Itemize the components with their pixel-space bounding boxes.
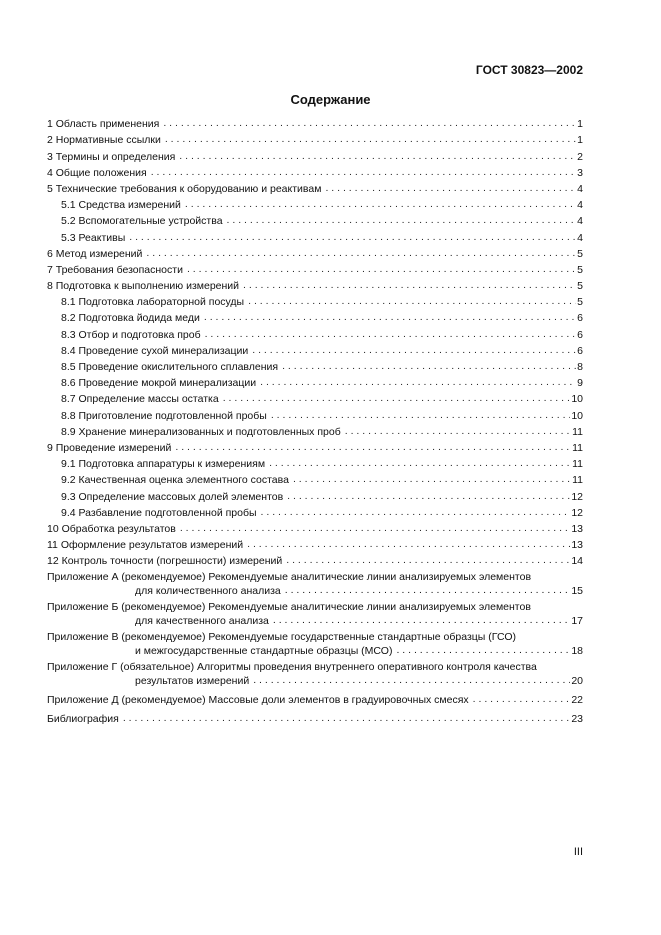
dot-leader [325,182,576,195]
dot-leader [252,344,576,357]
toc-entry-label: 5.1 Средства измерений [61,199,181,212]
toc-entry[interactable] [47,325,583,341]
toc-entry-label: 3 Термины и определения [47,150,176,163]
toc-entry-label: 9.2 Качественная оценка элементного состава [61,474,289,487]
toc-entry-page: 11 [572,441,583,454]
dot-leader [273,614,570,627]
toc-entry[interactable] [47,212,583,228]
dot-leader [248,295,576,308]
dot-leader [123,712,570,725]
toc-entry[interactable] [47,180,583,196]
appendix-subtitle: результатов измерений [135,675,250,688]
toc-entry-label: 8.6 Проведение мокрой минерализации [61,377,257,390]
dot-leader [227,214,577,227]
toc-entry-label: 8 Подготовка к выполнению измерений [47,280,240,293]
toc-entry-page: 4 [577,199,583,212]
toc-entry[interactable] [47,504,583,520]
toc-entry-page: 23 [571,712,583,725]
appendix-page: 15 [571,585,583,598]
dot-leader [253,674,570,687]
toc-entry[interactable] [47,520,583,536]
toc-entry[interactable] [47,147,583,163]
toc-entry-label: 10 Обработка результатов [47,522,176,535]
toc-entry[interactable] [47,293,583,309]
toc-entry-page: 6 [577,312,583,325]
table-of-contents [47,115,583,726]
appendix-subtitle: для количественного анализа [135,585,281,598]
toc-entry[interactable] [47,196,583,212]
toc-entry-page: 9 [577,377,583,390]
dot-leader [205,328,577,341]
toc-entry[interactable] [47,261,583,277]
dot-leader [247,538,570,551]
appendix-title: Приложение В (рекомендуемое) Рекомендуемые государственные стандартные образцы (ГСО) [47,631,516,644]
dot-leader [187,263,576,276]
toc-entry-page: 4 [577,215,583,228]
page-number: III [573,846,583,858]
toc-entry-page: 11 [572,458,583,471]
toc-entry[interactable] [47,439,583,455]
dot-leader [179,150,576,163]
dot-leader [285,584,571,597]
toc-entry[interactable] [47,487,583,503]
dot-leader [260,376,576,389]
toc-entry-label: 9.1 Подготовка аппаратуры к измерениям [61,458,266,471]
appendix-subtitle-line [47,584,583,598]
toc-title: Содержание [290,92,371,107]
dot-leader [261,506,571,519]
toc-entry-label: 5 Технические требования к оборудованию и реактивам [47,182,322,195]
appendix-subtitle: и межгосударственные стандартные образцы (МСО) [135,645,393,658]
toc-entry-page: 10 [571,393,583,406]
toc-entry[interactable] [47,691,583,707]
toc-entry-page: 4 [577,182,583,195]
appendix-subtitle-line [47,644,583,658]
appendix-title: Приложение Б (рекомендуемое) Рекомендуемые аналитические линии анализируемых элементов [47,601,531,614]
toc-entry[interactable] [47,536,583,552]
dot-leader [146,247,576,260]
toc-entry-page: 2 [577,150,583,163]
toc-entry-page: 6 [577,344,583,357]
toc-entry-label: 8.8 Приготовление подготовленной пробы [61,409,267,422]
toc-entry-label: 8.7 Определение массы остатка [61,393,219,406]
toc-entry-page: 12 [571,506,583,519]
appendix-entry[interactable] [47,661,583,688]
dot-leader [185,198,576,211]
toc-entry-page: 1 [577,118,583,131]
dot-leader [180,522,570,535]
appendix-entry[interactable] [47,631,583,658]
appendix-page: 20 [571,675,583,688]
toc-entry-page: 12 [571,490,583,503]
dot-leader [175,441,571,454]
appendix-title: Приложение Г (обязательное) Алгоритмы проведения внутреннего оперативного контроля качества [47,661,537,674]
dot-leader [243,279,576,292]
dot-leader [282,360,576,373]
toc-entry-label: 8.4 Проведение сухой минерализации [61,344,249,357]
dot-leader [165,133,576,146]
toc-entry-label: 5.2 Вспомогательные устройства [61,215,223,228]
toc-entry-label: 2 Нормативные ссылки [47,134,161,147]
toc-entry-label: 9.3 Определение массовых долей элементов [61,490,284,503]
dot-leader [473,693,571,706]
dot-leader [163,117,576,130]
toc-entry-label: 11 Оформление результатов измерений [47,539,244,552]
toc-entry-page: 13 [571,522,583,535]
appendix-page: 18 [571,645,583,658]
toc-entry-page: 5 [577,296,583,309]
toc-entry-page: 13 [571,539,583,552]
toc-entry-page: 11 [572,425,583,438]
toc-entry-page: 5 [577,247,583,260]
toc-entry-page: 3 [577,166,583,179]
toc-entry-page: 11 [572,474,583,487]
toc-entry[interactable] [47,131,583,147]
toc-entry-label: 8.3 Отбор и подготовка проб [61,328,201,341]
toc-entry-page: 1 [577,134,583,147]
toc-entry[interactable] [47,228,583,244]
dot-leader [204,311,576,324]
toc-entry[interactable] [47,164,583,180]
toc-entry[interactable] [47,342,583,358]
toc-entry-page: 6 [577,328,583,341]
toc-entry[interactable] [47,115,583,131]
toc-entry-page: 14 [571,555,583,568]
appendix-subtitle-line [47,674,583,688]
toc-entry[interactable] [47,358,583,374]
appendix-entry[interactable] [47,601,583,628]
toc-entry-page: 5 [577,280,583,293]
toc-entry-page: 5 [577,263,583,276]
toc-entry-label: 8.2 Подготовка йодида меди [61,312,200,325]
dot-leader [286,554,570,567]
dot-leader [151,166,576,179]
toc-entry[interactable] [47,309,583,325]
toc-entry[interactable] [47,390,583,406]
toc-entry[interactable] [47,277,583,293]
toc-entry-label: Приложение Д (рекомендуемое) Массовые доли элементов в градуировочных смесях [47,694,469,707]
toc-entry-label: 6 Метод измерений [47,247,143,260]
toc-entry-page: 4 [577,231,583,244]
dot-leader [271,409,570,422]
toc-entry-label: Библиография [47,712,119,725]
appendix-page: 17 [571,615,583,628]
appendix-subtitle: для качественного анализа [135,615,269,628]
toc-entry-label: 4 Общие положения [47,166,147,179]
toc-entry-page: 10 [571,409,583,422]
toc-entry-label: 1 Область применения [47,118,160,131]
toc-entry-page: 8 [577,361,583,373]
toc-entry[interactable] [47,406,583,422]
toc-entry[interactable] [47,455,583,471]
toc-entry-label: 9 Проведение измерений [47,441,172,454]
dot-leader [129,231,576,244]
toc-entry-label: 8.9 Хранение минерализованных и подготовленных проб [61,425,341,438]
toc-entry[interactable] [47,423,583,439]
dot-leader [287,490,570,503]
toc-entry[interactable] [47,471,583,487]
toc-entry-label: 12 Контроль точности (погрешности) измерений [47,555,283,568]
toc-entry-label: 8.1 Подготовка лабораторной посуды [61,296,245,309]
toc-entry-page: 22 [571,694,583,707]
dot-leader [293,473,571,486]
toc-entry[interactable] [47,552,583,568]
dot-leader [269,457,571,470]
toc-entry-label: 8.5 Проведение окислительного сплавления [61,361,279,373]
toc-entry-label: 9.4 Разбавление подготовленной пробы [61,506,257,519]
toc-entry[interactable] [47,245,583,261]
toc-entry-label: 7 Требования безопасности [47,263,183,276]
toc-entry-label: 5.3 Реактивы [61,231,126,244]
appendix-subtitle-line [47,614,583,628]
standard-code: ГОСТ 30823—2002 [475,63,583,77]
dot-leader [396,644,570,657]
appendix-entry[interactable] [47,571,583,598]
toc-entry[interactable] [47,374,583,390]
toc-entry[interactable] [47,709,583,725]
appendix-title: Приложение А (рекомендуемое) Рекомендуемые аналитические линии анализируемых элементов [47,571,532,584]
dot-leader [223,392,571,405]
dot-leader [345,425,571,438]
